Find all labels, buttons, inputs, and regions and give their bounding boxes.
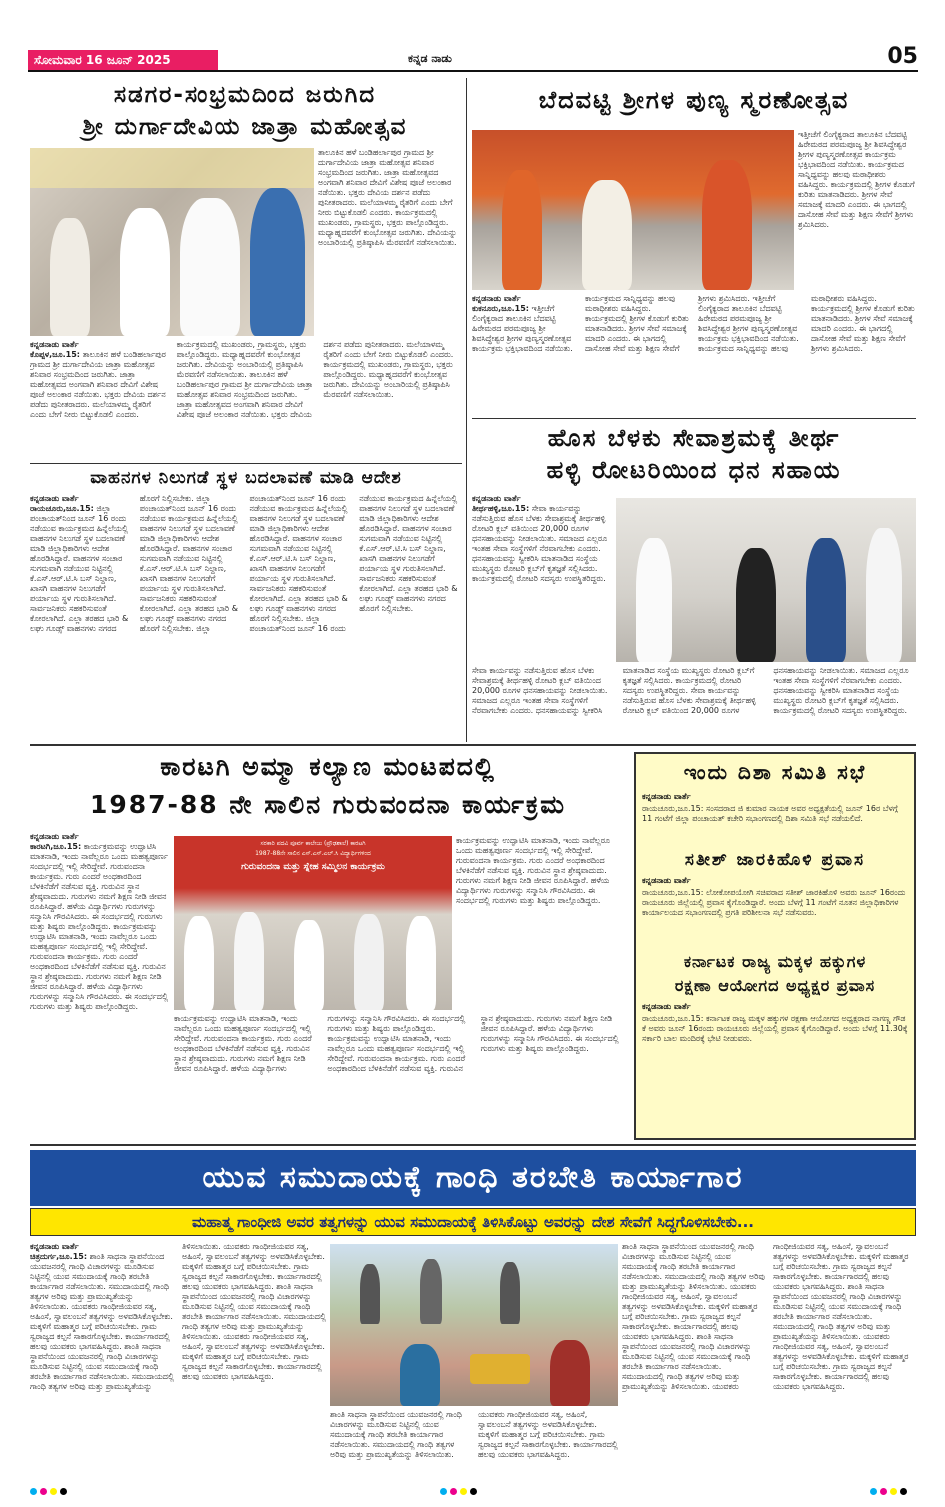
black-dot <box>470 1488 477 1495</box>
story4-headline-2: ಹಳ್ಳಿ ರೋಟರಿಯಿಂದ ಧನ ಸಹಾಯ <box>546 456 842 484</box>
story6-body-left <box>30 1242 326 1470</box>
story4-text: ಸೇವಾ ಕಾರ್ಯವನ್ನು ನಡೆಸುತ್ತಿರುವ ಹೊಸ ಬೆಳಕು ಸೇವಾಶ್ರಮಕ್ಕೆ ತೀರ್ಥಹಳ್ಳಿ ರೋಟರಿ ಕ್ಲಬ್ ವತಿಯಿಂದ 20,000 ರೂಗಳ ಧನಸಹಾಯವನ್ನು ನೀಡಲಾಯಿತು. ಸಮಾಜದ ಎಲ್ಲರೂ ಇಂತಹ ಸೇವಾ ಸಂಸ್ಥೆಗಳಿಗೆ ನೆರವಾಗಬೇಕು ಎಂದರು. ಧನಸಹಾಯವನ್ನು ಸ್ವೀಕರಿಸಿ ಮಾತನಾಡಿದ ಸಂಸ್ಥೆಯ ಮುಖ್ಯಸ್ಥರು ರೋಟರಿ ಕ್ಲಬ್‌ಗೆ ಕೃತಜ್ಞತೆ ಸಲ್ಲಿಸಿದರು. ಕಾರ್ಯಕ್ರಮದಲ್ಲಿ ರೋಟರಿ ಸದಸ್ಯರು ಉಪಸ್ಥಿತರಿದ್ದರು. <box>472 504 608 583</box>
story6-body-right <box>622 1242 916 1470</box>
story2-body <box>472 294 916 412</box>
magenta-dot <box>880 1488 887 1495</box>
story4-photo <box>616 498 916 662</box>
cyan-dot <box>440 1488 447 1495</box>
story5-text-4: ಕಾರ್ಯಕ್ರಮವನ್ನು ಉದ್ಘಾಟಿಸಿ ಮಾತನಾಡಿ, ಇಂದು ನಾವೆಲ್ಲರೂ ಒಂದು ಮಹತ್ವಪೂರ್ಣ ಸಂದರ್ಭದಲ್ಲಿ ಇಲ್ಲಿ ಸೇರಿದ್ದೇವೆ. ಗುರುವಂದನಾ ಕಾರ್ಯಕ್ರಮ. ಗುರು ಎಂದರೆ ಅಂಧಕಾರದಿಂದ ಬೆಳಕಿನೆಡೆಗೆ ನಡೆಸುವ ವ್ಯಕ್ತಿ. ಗುರುವಿನ ಸ್ಥಾನ ಶ್ರೇಷ್ಠವಾದುದು. ಗುರುಗಳು ನಮಗೆ ಶಿಕ್ಷಣ ನೀಡಿ ಜೀವನ ರೂಪಿಸಿದ್ದಾರೆ. ಹಳೆಯ ವಿದ್ಯಾರ್ಥಿಗಳು ಗುರುಗಳನ್ನು ಸನ್ಮಾನಿಸಿ ಗೌರವಿಸಿದರು. ಈ ಸಂದರ್ಭದಲ್ಲಿ ಗುರುಗಳು ಮತ್ತು ಶಿಷ್ಯರು ಪಾಲ್ಗೊಂಡಿದ್ದರು. <box>327 1014 619 1073</box>
story6-strip: ಮಹಾತ್ಮ ಗಾಂಧೀಜಿ ಅವರ ತತ್ವಗಳನ್ನು ಯುವ ಸಮುದಾಯಕ್ಕೆ ತಿಳಿಸಿಕೊಟ್ಟು ಅವರನ್ನು ದೇಶ ಸೇವೆಗೆ ಸಿದ್ಧಗೊಳಿಸಬೇಕು... <box>30 1208 916 1236</box>
divider <box>30 744 916 746</box>
story5-text: ಕಾರ್ಯಕ್ರಮವನ್ನು ಉದ್ಘಾಟಿಸಿ ಮಾತನಾಡಿ, ಇಂದು ನಾವೆಲ್ಲರೂ ಒಂದು ಮಹತ್ವಪೂರ್ಣ ಸಂದರ್ಭದಲ್ಲಿ ಇಲ್ಲಿ ಸೇರಿದ್ದೇವೆ. ಗುರುವಂದನಾ ಕಾರ್ಯಕ್ರಮ. ಗುರು ಎಂದರೆ ಅಂಧಕಾರದಿಂದ ಬೆಳಕಿನೆಡೆಗೆ ನಡೆಸುವ ವ್ಯಕ್ತಿ. ಗುರುವಿನ ಸ್ಥಾನ ಶ್ರೇಷ್ಠವಾದುದು. ಗುರುಗಳು ನಮಗೆ ಶಿಕ್ಷಣ ನೀಡಿ ಜೀವನ ರೂಪಿಸಿದ್ದಾರೆ. ಹಳೆಯ ವಿದ್ಯಾರ್ಥಿಗಳು ಗುರುಗಳನ್ನು ಸನ್ಮಾನಿಸಿ ಗೌರವಿಸಿದರು. ಈ ಸಂದರ್ಭದಲ್ಲಿ ಗುರುಗಳು ಮತ್ತು ಶಿಷ್ಯರು ಪಾಲ್ಗೊಂಡಿದ್ದರು. <box>30 842 168 931</box>
story6-text: ಶಾಂತಿ ಸಾಧನಾ ಸ್ಥಾಪನೆಯಿಂದ ಯುವಜನರಲ್ಲಿ ಗಾಂಧಿ ವಿಚಾರಗಳನ್ನು ಮೂಡಿಸುವ ನಿಟ್ಟಿನಲ್ಲಿ ಯುವ ಸಮುದಾಯಕ್ಕೆ ಗಾಂಧಿ ತರಬೇತಿ ಕಾರ್ಯಾಗಾರ ನಡೆಸಲಾಯಿತು. ಸಮುದಾಯದಲ್ಲಿ ಗಾಂಧಿ ತತ್ವಗಳ ಅರಿವು ಮತ್ತು ಪ್ರಾಮುಖ್ಯತೆಯನ್ನು ತಿಳಿಸಲಾಯಿತು. ಯುವಕರು ಗಾಂಧೀಜಿಯವರ ಸತ್ಯ, ಅಹಿಂಸೆ, ಸ್ವಾವಲಂಬನೆ ತತ್ವಗಳನ್ನು ಅಳವಡಿಸಿಕೊಳ್ಳಬೇಕು. ಮಕ್ಕಳಿಗೆ ಮಹಾತ್ಮರ ಬಗ್ಗೆ ಪರಿಚಯಿಸಬೇಕು. ಗ್ರಾಮ ಸ್ವರಾಜ್ಯದ ಕಲ್ಪನೆ ಸಾಕಾರಗೊಳ್ಳಬೇಕು. ಕಾರ್ಯಾಗಾರದಲ್ಲಿ ಹಲವು ಯುವಕರು ಭಾಗವಹಿಸಿದ್ದರು. <box>30 1252 173 1351</box>
brief2-headline: ಸತೀಶ್ ಜಾರಕಿಹೊಳಿ ಪ್ರವಾಸ <box>684 850 866 870</box>
story4-dateline: ತೀರ್ಥಹಳ್ಳಿ,ಜೂ.15: <box>472 504 530 513</box>
story6-text-3: ಶಾಂತಿ ಸಾಧನಾ ಸ್ಥಾಪನೆಯಿಂದ ಯುವಜನರಲ್ಲಿ ಗಾಂಧಿ ವಿಚಾರಗಳನ್ನು ಮೂಡಿಸುವ ನಿಟ್ಟಿನಲ್ಲಿ ಯುವ ಸಮುದಾಯಕ್ಕೆ ಗಾಂಧಿ ತರಬೇತಿ ಕಾರ್ಯಾಗಾರ ನಡೆಸಲಾಯಿತು. ಸಮುದಾಯದಲ್ಲಿ ಗಾಂಧಿ ತತ್ವಗಳ ಅರಿವು ಮತ್ತು ಪ್ರಾಮುಖ್ಯತೆಯನ್ನು ತಿಳಿಸಲಾಯಿತು. ಯುವಕರು ಗಾಂಧೀಜಿಯವರ ಸತ್ಯ, ಅಹಿಂಸೆ, ಸ್ವಾವಲಂಬನೆ ತತ್ವಗಳನ್ನು ಅಳವಡಿಸಿಕೊಳ್ಳಬೇಕು. ಮಕ್ಕಳಿಗೆ ಮಹಾತ್ಮರ ಬಗ್ಗೆ ಪರಿಚಯಿಸಬೇಕು. ಗ್ರಾಮ ಸ್ವರಾಜ್ಯದ ಕಲ್ಪನೆ ಸಾಕಾರಗೊಳ್ಳಬೇಕು. ಕಾರ್ಯಾಗಾರದಲ್ಲಿ ಹಲವು ಯುವಕರು ಭಾಗವಹಿಸಿದ್ದರು. <box>182 1282 326 1381</box>
brief2-body: ರಾಯಚೂರು,ಜೂ.15: ಲೋಕೋಪಯೋಗಿ ಸಚಿವರಾದ ಸತೀಶ್ ಜಾರಕಿಹೊಳಿ ಅವರು ಜೂನ್ 16ರಂದು ರಾಯಚೂರು ಜಿಲ್ಲೆಯಲ್ಲಿ ಪ್ರವಾಸ ಕೈಗೊಂಡಿದ್ದಾರೆ. ಅಂದು ಬೆಳಗ್ಗೆ 11 ಗಂಟೆಗೆ ನೂತನ ಜಿಲ್ಲಾಧಿಕಾರಿಗಳ ಕಾರ್ಯಾಲಯದ ಸಭಾಂಗಣದಲ್ಲಿ ಪ್ರಗತಿ ಪರಿಶೀಲನಾ ಸಭೆ ನಡೆಸುವರು. <box>642 888 906 917</box>
story3-text: ಜಿಲ್ಲಾ ಪಂಚಾಯತ್‌ನಿಂದ ಜೂನ್ 16 ರಂದು ನಡೆಯುವ ಕಾರ್ಯಕ್ರಮದ ಹಿನ್ನೆಲೆಯಲ್ಲಿ ವಾಹನಗಳ ನಿಲುಗಡೆ ಸ್ಥಳ ಬದಲಾವಣೆ ಮಾಡಿ ಜಿಲ್ಲಾಧಿಕಾರಿಗಳು ಆದೇಶ ಹೊರಡಿಸಿದ್ದಾರೆ. ವಾಹನಗಳ ಸಂಚಾರ ಸುಗಮವಾಗಿ ನಡೆಯುವ ನಿಟ್ಟಿನಲ್ಲಿ ಕೆ.ಎಸ್.ಆರ್.ಟಿ.ಸಿ ಬಸ್ ನಿಲ್ದಾಣ, ಖಾಸಗಿ ವಾಹನಗಳ ನಿಲುಗಡೆಗೆ ಪರ್ಯಾಯ ಸ್ಥಳ ಗುರುತಿಸಲಾಗಿದೆ. ಸಾರ್ವಜನಿಕರು ಸಹಕರಿಸುವಂತೆ ಕೋರಲಾಗಿದೆ. ಎಲ್ಲಾ ತರಹದ ಭಾರಿ & ಲಘು ಗೂಡ್ಸ್ ವಾಹನಗಳು ನಗರದ ಹೊರಗೆ ನಿಲ್ಲಿಸಬೇಕು. <box>30 494 194 633</box>
story1-headline-2: ಶ್ರೀ ದುರ್ಗಾದೇವಿಯ ಜಾತ್ರಾ ಮಹೋತ್ಸವ <box>82 114 408 140</box>
brief2-byline: ಕನ್ನಡನಾಡು ವಾರ್ತೆ <box>642 876 691 885</box>
story2-text-cont: ಇತ್ತೀಚೆಗೆ ಲಿಂಗೈಕ್ಯರಾದ ತಾಲೂಕಿನ ಬೆದವಟ್ಟಿ ಹಿರೇಮಠದ ಪರಮಪೂಜ್ಯ ಶ್ರೀ ಶಿವಸಿದ್ಧೇಶ್ವರ ಶ್ರೀಗಳ ಪುಣ್ಯಸ್ಮರಣೋತ್ಸವ ಕಾರ್ಯಕ್ರಮ ಭಕ್ತಿಭಾವದಿಂದ ನಡೆಯಿತು. ಕಾರ್ಯಕ್ರಮದ ಸಾನ್ನಿಧ್ಯವನ್ನು ಹಲವು ಮಠಾಧೀಶರು ವಹಿಸಿದ್ದರು. ಕಾರ್ಯಕ್ರಮದಲ್ಲಿ ಶ್ರೀಗಳ ಕೊಡುಗೆ ಕುರಿತು ಮಾತನಾಡಿದರು. ಶ್ರೀಗಳ ಸೇವೆ ಸಮಾಜಕ್ಕೆ ಮಾದರಿ ಎಂದರು. ಈ ಭಾಗದಲ್ಲಿ ದಾಸೋಹ ಸೇವೆ ಮತ್ತು ಶಿಕ್ಷಣ ಸೇವೆಗೆ ಶ್ರೀಗಳು ಶ್ರಮಿಸಿದರು. <box>698 294 915 353</box>
yellow-dot <box>50 1488 57 1495</box>
brief1-body: ರಾಯಚೂರು,ಜೂ.15: ಸಂಸದರಾದ ಜಿ ಕುಮಾರ ನಾಯಕ ಅವರ ಅಧ್ಯಕ್ಷತೆಯಲ್ಲಿ ಜೂನ್ 16ರ ಬೆಳಗ್ಗೆ 11 ಗಂಟೆಗೆ ಜಿಲ್ಲಾ ಪಂಚಾಯತ್ ಕಚೇರಿ ಸಭಾಂಗಣದಲ್ಲಿ ದಿಶಾ ಸಮಿತಿ ಸಭೆ ನಡೆಯಲಿದೆ. <box>642 804 898 823</box>
story3-headline: ವಾಹನಗಳ ನಿಲುಗಡೆ ಸ್ಥಳ ಬದಲಾವಣೆ ಮಾಡಿ ಆದೇಶ <box>90 468 402 488</box>
divider <box>30 1144 916 1146</box>
brief3-headline-1: ಕರ್ನಾಟಕ ರಾಜ್ಯ ಮಕ್ಕಳ ಹಕ್ಕುಗಳ <box>683 952 867 971</box>
story5-headline-2: 1987-88 ನೇ ಸಾಲಿನ ಗುರುವಂದನಾ ಕಾರ್ಯಕ್ರಮ <box>89 790 567 819</box>
story2-byline: ಕನ್ನಡನಾಡು ವಾರ್ತೆ <box>472 294 521 303</box>
story2-body-right: ಇತ್ತೀಚೆಗೆ ಲಿಂಗೈಕ್ಯರಾದ ತಾಲೂಕಿನ ಬೆದವಟ್ಟಿ ಹಿರೇಮಠದ ಪರಮಪೂಜ್ಯ ಶ್ರೀ ಶಿವಸಿದ್ಧೇಶ್ವರ ಶ್ರೀಗಳ ಪುಣ್ಯಸ್ಮರಣೋತ್ಸವ ಕಾರ್ಯಕ್ರಮ ಭಕ್ತಿಭಾವದಿಂದ ನಡೆಯಿತು. ಕಾರ್ಯಕ್ರಮದ ಸಾನ್ನಿಧ್ಯವನ್ನು ಹಲವು ಮಠಾಧೀಶರು ವಹಿಸಿದ್ದರು. ಕಾರ್ಯಕ್ರಮದಲ್ಲಿ ಶ್ರೀಗಳ ಕೊಡುಗೆ ಕುರಿತು ಮಾತನಾಡಿದರು. ಶ್ರೀಗಳ ಸೇವೆ ಸಮಾಜಕ್ಕೆ ಮಾದರಿ ಎಂದರು. ಈ ಭಾಗದಲ್ಲಿ ದಾಸೋಹ ಸೇವೆ ಮತ್ತು ಶಿಕ್ಷಣ ಸೇವೆಗೆ ಶ್ರೀಗಳು ಶ್ರಮಿಸಿದರು. <box>798 130 915 229</box>
story3-text-3: ಜಿಲ್ಲಾ ಪಂಚಾಯತ್‌ನಿಂದ ಜೂನ್ 16 ರಂದು ನಡೆಯುವ ಕಾರ್ಯಕ್ರಮದ ಹಿನ್ನೆಲೆಯಲ್ಲಿ ವಾಹನಗಳ ನಿಲುಗಡೆ ಸ್ಥಳ ಬದಲಾವಣೆ ಮಾಡಿ ಜಿಲ್ಲಾಧಿಕಾರಿಗಳು ಆದೇಶ ಹೊರಡಿಸಿದ್ದಾರೆ. ವಾಹನಗಳ ಸಂಚಾರ ಸುಗಮವಾಗಿ ನಡೆಯುವ ನಿಟ್ಟಿನಲ್ಲಿ ಕೆ.ಎಸ್.ಆರ್.ಟಿ.ಸಿ ಬಸ್ ನಿಲ್ದಾಣ, ಖಾಸಗಿ ವಾಹನಗಳ ನಿಲುಗಡೆಗೆ ಪರ್ಯಾಯ ಸ್ಥಳ ಗುರುತಿಸಲಾಗಿದೆ. ಸಾರ್ವಜನಿಕರು ಸಹಕರಿಸುವಂತೆ ಕೋರಲಾಗಿದೆ. ಎಲ್ಲಾ ತರಹದ ಭಾರಿ & ಲಘು ಗೂಡ್ಸ್ ವಾಹನಗಳು ನಗರದ ಹೊರಗೆ ನಿಲ್ಲಿಸಬೇಕು. <box>196 494 348 633</box>
registration-marks-center <box>440 1488 477 1495</box>
brief1-headline: ಇಂದು ದಿಶಾ ಸಮಿತಿ ಸಭೆ <box>683 760 867 784</box>
magenta-dot <box>450 1488 457 1495</box>
story1-body-right: ತಾಲೂಕಿನ ಹಳೆ ಬಂಡಿಹರ್ಲಾಪುರ ಗ್ರಾಮದ ಶ್ರೀ ದುರ್ಗಾದೇವಿಯ ಜಾತ್ರಾ ಮಹೋತ್ಸವ ಶನಿವಾರ ಸಂಭ್ರಮದಿಂದ ಜರುಗಿತು. ಜಾತ್ರಾ ಮಹೋತ್ಸವದ ಅಂಗವಾಗಿ ಶನಿವಾರ ದೇವಿಗೆ ವಿಶೇಷ ಪೂಜೆ ಅಲಂಕಾರ ನಡೆಯಿತು. ಭಕ್ತರು ದೇವಿಯ ದರ್ಶನ ಪಡೆದು ಪುನೀತರಾದರು. ಮಲೆಯಾಳಮ್ಮ ರೈತರಿಗೆ ಎಂದು ಬೇಗೆ ನೀರು ಬಿಟ್ಟುಕೊಡಲಿ ಎಂದರು. ಕಾರ್ಯಕ್ರಮದಲ್ಲಿ ಮುಖಂಡರು, ಗ್ರಾಮಸ್ಥರು, ಭಕ್ತರು ಪಾಲ್ಗೊಂಡಿದ್ದರು. ಮಧ್ಯಾಹ್ನದವರೆಗೆ ಕುಂಭೋತ್ಸವ ಜರುಗಿತು. ದೇವಿಯನ್ನು ಅಂಬಾರಿಯಲ್ಲಿ ಪ್ರತಿಷ್ಠಾಪಿಸಿ ಮೆರವಣಿಗೆ ನಡೆಸಲಾಯಿತು. <box>318 148 457 247</box>
story6-dateline: ಚಿತ್ರದುರ್ಗ,ಜೂ.15: <box>30 1252 88 1261</box>
story1-body <box>30 340 462 460</box>
story6-byline: ಕನ್ನಡನಾಡು ವಾರ್ತೆ <box>30 1242 79 1251</box>
story5-text-3: ಕಾರ್ಯಕ್ರಮವನ್ನು ಉದ್ಘಾಟಿಸಿ ಮಾತನಾಡಿ, ಇಂದು ನಾವೆಲ್ಲರೂ ಒಂದು ಮಹತ್ವಪೂರ್ಣ ಸಂದರ್ಭದಲ್ಲಿ ಇಲ್ಲಿ ಸೇರಿದ್ದೇವೆ. ಗುರುವಂದನಾ ಕಾರ್ಯಕ್ರಮ. ಗುರು ಎಂದರೆ ಅಂಧಕಾರದಿಂದ ಬೆಳಕಿನೆಡೆಗೆ ನಡೆಸುವ ವ್ಯಕ್ತಿ. ಗುರುವಿನ ಸ್ಥಾನ ಶ್ರೇಷ್ಠವಾದುದು. ಗುರುಗಳು ನಮಗೆ ಶಿಕ್ಷಣ ನೀಡಿ ಜೀವನ ರೂಪಿಸಿದ್ದಾರೆ. ಹಳೆಯ ವಿದ್ಯಾರ್ಥಿಗಳು ಗುರುಗಳನ್ನು ಸನ್ಮಾನಿಸಿ ಗೌರವಿಸಿದರು. ಈ ಸಂದರ್ಭದಲ್ಲಿ ಗುರುಗಳು ಮತ್ತು ಶಿಷ್ಯರು ಪಾಲ್ಗೊಂಡಿದ್ದರು. <box>174 1014 466 1073</box>
story5-byline: ಕನ್ನಡನಾಡು ವಾರ್ತೆ <box>30 832 79 841</box>
story3-dateline: ರಾಯಚೂರು,ಜೂ.15: <box>30 504 94 513</box>
cyan-dot <box>30 1488 37 1495</box>
story6-text-5: ಶಾಂತಿ ಸಾಧನಾ ಸ್ಥಾಪನೆಯಿಂದ ಯುವಜನರಲ್ಲಿ ಗಾಂಧಿ ವಿಚಾರಗಳನ್ನು ಮೂಡಿಸುವ ನಿಟ್ಟಿನಲ್ಲಿ ಯುವ ಸಮುದಾಯಕ್ಕೆ ಗಾಂಧಿ ತರಬೇತಿ ಕಾರ್ಯಾಗಾರ ನಡೆಸಲಾಯಿತು. ಸಮುದಾಯದಲ್ಲಿ ಗಾಂಧಿ ತತ್ವಗಳ ಅರಿವು ಮತ್ತು ಪ್ರಾಮುಖ್ಯತೆಯನ್ನು ತಿಳಿಸಲಾಯಿತು. ಯುವಕರು ಗಾಂಧೀಜಿಯವರ ಸತ್ಯ, ಅಹಿಂಸೆ, ಸ್ವಾವಲಂಬನೆ ತತ್ವಗಳನ್ನು ಅಳವಡಿಸಿಕೊಳ್ಳಬೇಕು. ಮಕ್ಕಳಿಗೆ ಮಹಾತ್ಮರ ಬಗ್ಗೆ ಪರಿಚಯಿಸಬೇಕು. ಗ್ರಾಮ ಸ್ವರಾಜ್ಯದ ಕಲ್ಪನೆ ಸಾಕಾರಗೊಳ್ಳಬೇಕು. ಕಾರ್ಯಾಗಾರದಲ್ಲಿ ಹಲವು ಯುವಕರು ಭಾಗವಹಿಸಿದ್ದರು. <box>622 1242 765 1341</box>
story1-headline-1: ಸಡಗರ-ಸಂಭ್ರಮದಿಂದ ಜರುಗಿದ <box>113 82 377 108</box>
story3-text-2: ಜಿಲ್ಲಾ ಪಂಚಾಯತ್‌ನಿಂದ ಜೂನ್ 16 ರಂದು ನಡೆಯುವ ಕಾರ್ಯಕ್ರಮದ ಹಿನ್ನೆಲೆಯಲ್ಲಿ ವಾಹನಗಳ ನಿಲುಗಡೆ ಸ್ಥಳ ಬದಲಾವಣೆ ಮಾಡಿ ಜಿಲ್ಲಾಧಿಕಾರಿಗಳು ಆದೇಶ ಹೊರಡಿಸಿದ್ದಾರೆ. ವಾಹನಗಳ ಸಂಚಾರ ಸುಗಮವಾಗಿ ನಡೆಯುವ ನಿಟ್ಟಿನಲ್ಲಿ ಕೆ.ಎಸ್.ಆರ್.ಟಿ.ಸಿ ಬಸ್ ನಿಲ್ದಾಣ, ಖಾಸಗಿ ವಾಹನಗಳ ನಿಲುಗಡೆಗೆ ಪರ್ಯಾಯ ಸ್ಥಳ ಗುರುತಿಸಲಾಗಿದೆ. ಸಾರ್ವಜನಿಕರು ಸಹಕರಿಸುವಂತೆ ಕೋರಲಾಗಿದೆ. ಎಲ್ಲಾ ತರಹದ ಭಾರಿ & ಲಘು ಗೂಡ್ಸ್ ವಾಹನಗಳು ನಗರದ ಹೊರಗೆ ನಿಲ್ಲಿಸಬೇಕು. <box>139 494 238 633</box>
briefs-box <box>634 752 916 1140</box>
story5-body-left <box>30 832 170 1138</box>
paper-name: ಕನ್ನಡ ನಾಡು <box>408 52 452 65</box>
issue-date: ಸೋಮವಾರ 16 ಜೂನ್ 2025 <box>28 50 218 70</box>
yellow-dot <box>460 1488 467 1495</box>
divider <box>472 418 916 419</box>
story6-text-6: ಶಾಂತಿ ಸಾಧನಾ ಸ್ಥಾಪನೆಯಿಂದ ಯುವಜನರಲ್ಲಿ ಗಾಂಧಿ ವಿಚಾರಗಳನ್ನು ಮೂಡಿಸುವ ನಿಟ್ಟಿನಲ್ಲಿ ಯುವ ಸಮುದಾಯಕ್ಕೆ ಗಾಂಧಿ ತರಬೇತಿ ಕಾರ್ಯಾಗಾರ ನಡೆಸಲಾಯಿತು. ಸಮುದಾಯದಲ್ಲಿ ಗಾಂಧಿ ತತ್ವಗಳ ಅರಿವು ಮತ್ತು ಪ್ರಾಮುಖ್ಯತೆಯನ್ನು ತಿಳಿಸಲಾಯಿತು. ಯುವಕರು ಗಾಂಧೀಜಿಯವರ ಸತ್ಯ, ಅಹಿಂಸೆ, ಸ್ವಾವಲಂಬನೆ ತತ್ವಗಳನ್ನು ಅಳವಡಿಸಿಕೊಳ್ಳಬೇಕು. ಮಕ್ಕಳಿಗೆ ಮಹಾತ್ಮರ ಬಗ್ಗೆ ಪರಿಚಯಿಸಬೇಕು. ಗ್ರಾಮ ಸ್ವರಾಜ್ಯದ ಕಲ್ಪನೆ ಸಾಕಾರಗೊಳ್ಳಬೇಕು. ಕಾರ್ಯಾಗಾರದಲ್ಲಿ ಹಲವು ಯುವಕರು ಭಾಗವಹಿಸಿದ್ದರು. <box>622 1242 909 1391</box>
brief1-byline: ಕನ್ನಡನಾಡು ವಾರ್ತೆ <box>642 792 691 801</box>
story5-photo <box>174 836 452 1010</box>
magenta-dot <box>40 1488 47 1495</box>
story4-byline: ಕನ್ನಡನಾಡು ವಾರ್ತೆ <box>472 494 521 503</box>
story1-text-cont: ತಾಲೂಕಿನ ಹಳೆ ಬಂಡಿಹರ್ಲಾಪುರ ಗ್ರಾಮದ ಶ್ರೀ ದುರ್ಗಾದೇವಿಯ ಜಾತ್ರಾ ಮಹೋತ್ಸವ ಶನಿವಾರ ಸಂಭ್ರಮದಿಂದ ಜರುಗಿತು. ಜಾತ್ರಾ ಮಹೋತ್ಸವದ ಅಂಗವಾಗಿ ಶನಿವಾರ ದೇವಿಗೆ ವಿಶೇಷ ಪೂಜೆ ಅಲಂಕಾರ ನಡೆಯಿತು. ಭಕ್ತರು ದೇವಿಯ ದರ್ಶನ ಪಡೆದು ಪುನೀತರಾದರು. ಮಲೆಯಾಳಮ್ಮ ರೈತರಿಗೆ ಎಂದು ಬೇಗೆ ನೀರು ಬಿಟ್ಟುಕೊಡಲಿ ಎಂದರು. ಕಾರ್ಯಕ್ರಮದಲ್ಲಿ ಮುಖಂಡರು, ಗ್ರಾಮಸ್ಥರು, ಭಕ್ತರು ಪಾಲ್ಗೊಂಡಿದ್ದರು. ಮಧ್ಯಾಹ್ನದವರೆಗೆ ಕುಂಭೋತ್ಸವ ಜರುಗಿತು. ದೇವಿಯನ್ನು ಅಂಬಾರಿಯಲ್ಲಿ ಪ್ರತಿಷ್ಠಾಪಿಸಿ ಮೆರವಣಿಗೆ ನಡೆಸಲಾಯಿತು. <box>176 340 454 419</box>
story1-photo <box>30 148 314 336</box>
story1-byline: ಕನ್ನಡನಾಡು ವಾರ್ತೆ <box>30 340 79 349</box>
story2-headline: ಬೆದವಟ್ಟಿ ಶ್ರೀಗಳ ಪುಣ್ಯ ಸ್ಮರಣೋತ್ಸವ <box>538 86 850 114</box>
photo-banner: ಗುರುವಂದನಾ ಮತ್ತು ಸ್ನೇಹ ಸಮ್ಮಿಲನ ಕಾರ್ಯಕ್ರಮ <box>241 862 385 872</box>
story5-dateline: ಕಾರಟಗಿ,ಜೂ.15: <box>30 842 82 851</box>
story4-text-3: ಸೇವಾ ಕಾರ್ಯವನ್ನು ನಡೆಸುತ್ತಿರುವ ಹೊಸ ಬೆಳಕು ಸೇವಾಶ್ರಮಕ್ಕೆ ತೀರ್ಥಹಳ್ಳಿ ರೋಟರಿ ಕ್ಲಬ್ ವತಿಯಿಂದ 20,000 ರೂಗಳ ಧನಸಹಾಯವನ್ನು ನೀಡಲಾಯಿತು. ಸಮಾಜದ ಎಲ್ಲರೂ ಇಂತಹ ಸೇವಾ ಸಂಸ್ಥೆಗಳಿಗೆ ನೆರವಾಗಬೇಕು ಎಂದರು. ಧನಸಹಾಯವನ್ನು ಸ್ವೀಕರಿಸಿ ಮಾತನಾಡಿದ ಸಂಸ್ಥೆಯ ಮುಖ್ಯಸ್ಥರು ರೋಟರಿ ಕ್ಲಬ್‌ಗೆ ಕೃತಜ್ಞತೆ ಸಲ್ಲಿಸಿದರು. ಕಾರ್ಯಕ್ರಮದಲ್ಲಿ ರೋಟರಿ ಸದಸ್ಯರು ಉಪಸ್ಥಿತರಿದ್ದರು. <box>622 666 909 715</box>
story4-body <box>472 666 916 740</box>
black-dot <box>60 1488 67 1495</box>
story2-dateline: ಕುಕನೂರು,ಜೂ.15: <box>472 304 529 313</box>
story4-headline-1: ಹೊಸ ಬೆಳಕು ಸೇವಾಶ್ರಮಕ್ಕೆ ತೀರ್ಥ <box>547 424 841 452</box>
story3-byline: ಕನ್ನಡನಾಡು ವಾರ್ತೆ <box>30 494 79 503</box>
story6-text-7: ಶಾಂತಿ ಸಾಧನಾ ಸ್ಥಾಪನೆಯಿಂದ ಯುವಜನರಲ್ಲಿ ಗಾಂಧಿ ವಿಚಾರಗಳನ್ನು ಮೂಡಿಸುವ ನಿಟ್ಟಿನಲ್ಲಿ ಯುವ ಸಮುದಾಯಕ್ಕೆ ಗಾಂಧಿ ತರಬೇತಿ ಕಾರ್ಯಾಗಾರ ನಡೆಸಲಾಯಿತು. ಸಮುದಾಯದಲ್ಲಿ ಗಾಂಧಿ ತತ್ವಗಳ ಅರಿವು ಮತ್ತು ಪ್ರಾಮುಖ್ಯತೆಯನ್ನು ತಿಳಿಸಲಾಯಿತು. ಯುವಕರು ಗಾಂಧೀಜಿಯವರ ಸತ್ಯ, ಅಹಿಂಸೆ, ಸ್ವಾವಲಂಬನೆ ತತ್ವಗಳನ್ನು ಅಳವಡಿಸಿಕೊಳ್ಳಬೇಕು. ಮಕ್ಕಳಿಗೆ ಮಹಾತ್ಮರ ಬಗ್ಗೆ ಪರಿಚಯಿಸಬೇಕು. ಗ್ರಾಮ ಸ್ವರಾಜ್ಯದ ಕಲ್ಪನೆ ಸಾಕಾರಗೊಳ್ಳಬೇಕು. ಕಾರ್ಯಾಗಾರದಲ್ಲಿ ಹಲವು ಯುವಕರು ಭಾಗವಹಿಸಿದ್ದರು. <box>773 1282 909 1391</box>
column-rule <box>466 78 467 742</box>
story3-text-4: ಜಿಲ್ಲಾ ಪಂಚಾಯತ್‌ನಿಂದ ಜೂನ್ 16 ರಂದು ನಡೆಯುವ ಕಾರ್ಯಕ್ರಮದ ಹಿನ್ನೆಲೆಯಲ್ಲಿ ವಾಹನಗಳ ನಿಲುಗಡೆ ಸ್ಥಳ ಬದಲಾವಣೆ ಮಾಡಿ ಜಿಲ್ಲಾಧಿಕಾರಿಗಳು ಆದೇಶ ಹೊರಡಿಸಿದ್ದಾರೆ. ವಾಹನಗಳ ಸಂಚಾರ ಸುಗಮವಾಗಿ ನಡೆಯುವ ನಿಟ್ಟಿನಲ್ಲಿ ಕೆ.ಎಸ್.ಆರ್.ಟಿ.ಸಿ ಬಸ್ ನಿಲ್ದಾಣ, ಖಾಸಗಿ ವಾಹನಗಳ ನಿಲುಗಡೆಗೆ ಪರ್ಯಾಯ ಸ್ಥಳ ಗುರುತಿಸಲಾಗಿದೆ. ಸಾರ್ವಜನಿಕರು ಸಹಕರಿಸುವಂತೆ ಕೋರಲಾಗಿದೆ. ಎಲ್ಲಾ ತರಹದ ಭಾರಿ & ಲಘು ಗೂಡ್ಸ್ ವಾಹನಗಳು ನಗರದ ಹೊರಗೆ ನಿಲ್ಲಿಸಬೇಕು. <box>249 494 458 633</box>
story6-body-mid <box>330 1410 618 1472</box>
story5-text-2: ಕಾರ್ಯಕ್ರಮವನ್ನು ಉದ್ಘಾಟಿಸಿ ಮಾತನಾಡಿ, ಇಂದು ನಾವೆಲ್ಲರೂ ಒಂದು ಮಹತ್ವಪೂರ್ಣ ಸಂದರ್ಭದಲ್ಲಿ ಇಲ್ಲಿ ಸೇರಿದ್ದೇವೆ. ಗುರುವಂದನಾ ಕಾರ್ಯಕ್ರಮ. ಗುರು ಎಂದರೆ ಅಂಧಕಾರದಿಂದ ಬೆಳಕಿನೆಡೆಗೆ ನಡೆಸುವ ವ್ಯಕ್ತಿ. ಗುರುವಿನ ಸ್ಥಾನ ಶ್ರೇಷ್ಠವಾದುದು. ಗುರುಗಳು ನಮಗೆ ಶಿಕ್ಷಣ ನೀಡಿ ಜೀವನ ರೂಪಿಸಿದ್ದಾರೆ. ಹಳೆಯ ವಿದ್ಯಾರ್ಥಿಗಳು ಗುರುಗಳನ್ನು ಸನ್ಮಾನಿಸಿ ಗೌರವಿಸಿದರು. ಈ ಸಂದರ್ಭದಲ್ಲಿ ಗುರುಗಳು ಮತ್ತು ಶಿಷ್ಯರು ಪಾಲ್ಗೊಂಡಿದ್ದರು. <box>30 922 169 1011</box>
page-header <box>28 44 918 72</box>
story4-body-left <box>472 494 612 664</box>
story6-banner: ಯುವ ಸಮುದಾಯಕ್ಕೆ ಗಾಂಧಿ ತರಬೇತಿ ಕಾರ್ಯಾಗಾರ <box>30 1150 916 1206</box>
story1-dateline: ಕೊಪ್ಪಳ,ಜೂ.15: <box>30 350 81 359</box>
black-dot <box>900 1488 907 1495</box>
story5-body-bottom <box>174 1014 626 1138</box>
story4-text-2: ಸೇವಾ ಕಾರ್ಯವನ್ನು ನಡೆಸುತ್ತಿರುವ ಹೊಸ ಬೆಳಕು ಸೇವಾಶ್ರಮಕ್ಕೆ ತೀರ್ಥಹಳ್ಳಿ ರೋಟರಿ ಕ್ಲಬ್ ವತಿಯಿಂದ 20,000 ರೂಗಳ ಧನಸಹಾಯವನ್ನು ನೀಡಲಾಯಿತು. ಸಮಾಜದ ಎಲ್ಲರೂ ಇಂತಹ ಸೇವಾ ಸಂಸ್ಥೆಗಳಿಗೆ ನೆರವಾಗಬೇಕು ಎಂದರು. ಧನಸಹಾಯವನ್ನು ಸ್ವೀಕರಿಸಿ ಮಾತನಾಡಿದ ಸಂಸ್ಥೆಯ ಮುಖ್ಯಸ್ಥರು ರೋಟರಿ ಕ್ಲಬ್‌ಗೆ ಕೃತಜ್ಞತೆ ಸಲ್ಲಿಸಿದರು. ಕಾರ್ಯಕ್ರಮದಲ್ಲಿ ರೋಟರಿ ಸದಸ್ಯರು ಉಪಸ್ಥಿತರಿದ್ದರು. <box>472 666 755 715</box>
story6-text-4: ಶಾಂತಿ ಸಾಧನಾ ಸ್ಥಾಪನೆಯಿಂದ ಯುವಜನರಲ್ಲಿ ಗಾಂಧಿ ವಿಚಾರಗಳನ್ನು ಮೂಡಿಸುವ ನಿಟ್ಟಿನಲ್ಲಿ ಯುವ ಸಮುದಾಯಕ್ಕೆ ಗಾಂಧಿ ತರಬೇತಿ ಕಾರ್ಯಾಗಾರ ನಡೆಸಲಾಯಿತು. ಸಮುದಾಯದಲ್ಲಿ ಗಾಂಧಿ ತತ್ವಗಳ ಅರಿವು ಮತ್ತು ಪ್ರಾಮುಖ್ಯತೆಯನ್ನು ತಿಳಿಸಲಾಯಿತು. ಯುವಕರು ಗಾಂಧೀಜಿಯವರ ಸತ್ಯ, ಅಹಿಂಸೆ, ಸ್ವಾವಲಂಬನೆ ತತ್ವಗಳನ್ನು ಅಳವಡಿಸಿಕೊಳ್ಳಬೇಕು. ಮಕ್ಕಳಿಗೆ ಮಹಾತ್ಮರ ಬಗ್ಗೆ ಪರಿಚಯಿಸಬೇಕು. ಗ್ರಾಮ ಸ್ವರಾಜ್ಯದ ಕಲ್ಪನೆ ಸಾಕಾರಗೊಳ್ಳಬೇಕು. ಕಾರ್ಯಾಗಾರದಲ್ಲಿ ಹಲವು ಯುವಕರು ಭಾಗವಹಿಸಿದ್ದರು. <box>330 1410 618 1459</box>
brief3-headline-2: ರಕ್ಷಣಾ ಆಯೋಗದ ಅಧ್ಯಕ್ಷರ ಪ್ರವಾಸ <box>674 976 876 995</box>
divider <box>30 463 462 464</box>
photo-banner-year: 1987-88ನೇ ಸಾಲಿನ ಎಸ್.ಎಸ್.ಎಲ್.ಸಿ ವಿದ್ಯಾರ್ಥಿಗಳಿಂದ <box>255 850 371 857</box>
story6-text-2: ಶಾಂತಿ ಸಾಧನಾ ಸ್ಥಾಪನೆಯಿಂದ ಯುವಜನರಲ್ಲಿ ಗಾಂಧಿ ವಿಚಾರಗಳನ್ನು ಮೂಡಿಸುವ ನಿಟ್ಟಿನಲ್ಲಿ ಯುವ ಸಮುದಾಯಕ್ಕೆ ಗಾಂಧಿ ತರಬೇತಿ ಕಾರ್ಯಾಗಾರ ನಡೆಸಲಾಯಿತು. ಸಮುದಾಯದಲ್ಲಿ ಗಾಂಧಿ ತತ್ವಗಳ ಅರಿವು ಮತ್ತು ಪ್ರಾಮುಖ್ಯತೆಯನ್ನು ತಿಳಿಸಲಾಯಿತು. ಯುವಕರು ಗಾಂಧೀಜಿಯವರ ಸತ್ಯ, ಅಹಿಂಸೆ, ಸ್ವಾವಲಂಬನೆ ತತ್ವಗಳನ್ನು ಅಳವಡಿಸಿಕೊಳ್ಳಬೇಕು. ಮಕ್ಕಳಿಗೆ ಮಹಾತ್ಮರ ಬಗ್ಗೆ ಪರಿಚಯಿಸಬೇಕು. ಗ್ರಾಮ ಸ್ವರಾಜ್ಯದ ಕಲ್ಪನೆ ಸಾಕಾರಗೊಳ್ಳಬೇಕು. ಕಾರ್ಯಾಗಾರದಲ್ಲಿ ಹಲವು ಯುವಕರು ಭಾಗವಹಿಸಿದ್ದರು. <box>30 1242 325 1391</box>
brief3-byline: ಕನ್ನಡನಾಡು ವಾರ್ತೆ <box>642 1002 691 1011</box>
story2-photo <box>472 130 794 290</box>
story3-body <box>30 494 462 738</box>
cyan-dot <box>870 1488 877 1495</box>
story2-text: ಇತ್ತೀಚೆಗೆ ಲಿಂಗೈಕ್ಯರಾದ ತಾಲೂಕಿನ ಬೆದವಟ್ಟಿ ಹಿರೇಮಠದ ಪರಮಪೂಜ್ಯ ಶ್ರೀ ಶಿವಸಿದ್ಧೇಶ್ವರ ಶ್ರೀಗಳ ಪುಣ್ಯಸ್ಮರಣೋತ್ಸವ ಕಾರ್ಯಕ್ರಮ ಭಕ್ತಿಭಾವದಿಂದ ನಡೆಯಿತು. ಕಾರ್ಯಕ್ರಮದ ಸಾನ್ನಿಧ್ಯವನ್ನು ಹಲವು ಮಠಾಧೀಶರು ವಹಿಸಿದ್ದರು. ಕಾರ್ಯಕ್ರಮದಲ್ಲಿ ಶ್ರೀಗಳ ಕೊಡುಗೆ ಕುರಿತು ಮಾತನಾಡಿದರು. ಶ್ರೀಗಳ ಸೇವೆ ಸಮಾಜಕ್ಕೆ ಮಾದರಿ ಎಂದರು. ಈ ಭಾಗದಲ್ಲಿ ದಾಸೋಹ ಸೇವೆ ಮತ್ತು ಶಿಕ್ಷಣ ಸೇವೆಗೆ ಶ್ರೀಗಳು ಶ್ರಮಿಸಿದರು. <box>472 294 750 353</box>
story5-headline-1: ಕಾರಟಗಿ ಅಮ್ಮಾ ಕಲ್ಯಾಣ ಮಂಟಪದಲ್ಲಿ <box>160 752 496 781</box>
story6-photo <box>330 1244 618 1406</box>
registration-marks-left <box>30 1488 67 1495</box>
yellow-dot <box>890 1488 897 1495</box>
page-number: 05 <box>887 44 918 69</box>
brief3-body: ರಾಯಚೂರು,ಜೂ.15: ಕರ್ನಾಟಕ ರಾಜ್ಯ ಮಕ್ಕಳ ಹಕ್ಕುಗಳ ರಕ್ಷಣಾ ಆಯೋಗದ ಅಧ್ಯಕ್ಷರಾದ ನಾಗಣ್ಣ ಗೌಡ ಕೆ ಅವರು ಜೂನ್ 16ರಂದು ರಾಯಚೂರು ಜಿಲ್ಲೆಯಲ್ಲಿ ಪ್ರವಾಸ ಕೈಗೊಂಡಿದ್ದಾರೆ. ಅಂದು ಬೆಳಗ್ಗೆ 11.30ಕ್ಕೆ ಸರ್ಕಾರಿ ಬಾಲ ಮಂದಿರಕ್ಕೆ ಭೇಟಿ ನೀಡುವರು. <box>642 1014 908 1043</box>
story5-body-right: ಕಾರ್ಯಕ್ರಮವನ್ನು ಉದ್ಘಾಟಿಸಿ ಮಾತನಾಡಿ, ಇಂದು ನಾವೆಲ್ಲರೂ ಒಂದು ಮಹತ್ವಪೂರ್ಣ ಸಂದರ್ಭದಲ್ಲಿ ಇಲ್ಲಿ ಸೇರಿದ್ದೇವೆ. ಗುರುವಂದನಾ ಕಾರ್ಯಕ್ರಮ. ಗುರು ಎಂದರೆ ಅಂಧಕಾರದಿಂದ ಬೆಳಕಿನೆಡೆಗೆ ನಡೆಸುವ ವ್ಯಕ್ತಿ. ಗುರುವಿನ ಸ್ಥಾನ ಶ್ರೇಷ್ಠವಾದುದು. ಗುರುಗಳು ನಮಗೆ ಶಿಕ್ಷಣ ನೀಡಿ ಜೀವನ ರೂಪಿಸಿದ್ದಾರೆ. ಹಳೆಯ ವಿದ್ಯಾರ್ಥಿಗಳು ಗುರುಗಳನ್ನು ಸನ್ಮಾನಿಸಿ ಗೌರವಿಸಿದರು. ಈ ಸಂದರ್ಭದಲ್ಲಿ ಗುರುಗಳು ಮತ್ತು ಶಿಷ್ಯರು ಪಾಲ್ಗೊಂಡಿದ್ದರು. <box>456 836 611 905</box>
registration-marks-right <box>870 1488 907 1495</box>
story1-text: ತಾಲೂಕಿನ ಹಳೆ ಬಂಡಿಹರ್ಲಾಪುರ ಗ್ರಾಮದ ಶ್ರೀ ದುರ್ಗಾದೇವಿಯ ಜಾತ್ರಾ ಮಹೋತ್ಸವ ಶನಿವಾರ ಸಂಭ್ರಮದಿಂದ ಜರುಗಿತು. ಜಾತ್ರಾ ಮಹೋತ್ಸವದ ಅಂಗವಾಗಿ ಶನಿವಾರ ದೇವಿಗೆ ವಿಶೇಷ ಪೂಜೆ ಅಲಂಕಾರ ನಡೆಯಿತು. ಭಕ್ತರು ದೇವಿಯ ದರ್ಶನ ಪಡೆದು ಪುನೀತರಾದರು. ಮಲೆಯಾಳಮ್ಮ ರೈತರಿಗೆ ಎಂದು ಬೇಗೆ ನೀರು ಬಿಟ್ಟುಕೊಡಲಿ ಎಂದರು. ಕಾರ್ಯಕ್ರಮದಲ್ಲಿ ಮುಖಂಡರು, ಗ್ರಾಮಸ್ಥರು, ಭಕ್ತರು ಪಾಲ್ಗೊಂಡಿದ್ದರು. ಮಧ್ಯಾಹ್ನದವರೆಗೆ ಕುಂಭೋತ್ಸವ ಜರುಗಿತು. ದೇವಿಯನ್ನು ಅಂಬಾರಿಯಲ್ಲಿ ಪ್ರತಿಷ್ಠಾಪಿಸಿ ಮೆರವಣಿಗೆ ನಡೆಸಲಾಯಿತು. <box>30 340 307 419</box>
photo-banner-top: ಸರಕಾರಿ ಪದವಿ ಪೂರ್ವ ಕಾಲೇಜು (ಪ್ರೌಢಶಾಲೆ) ಕಾರಟಗಿ <box>260 840 366 847</box>
